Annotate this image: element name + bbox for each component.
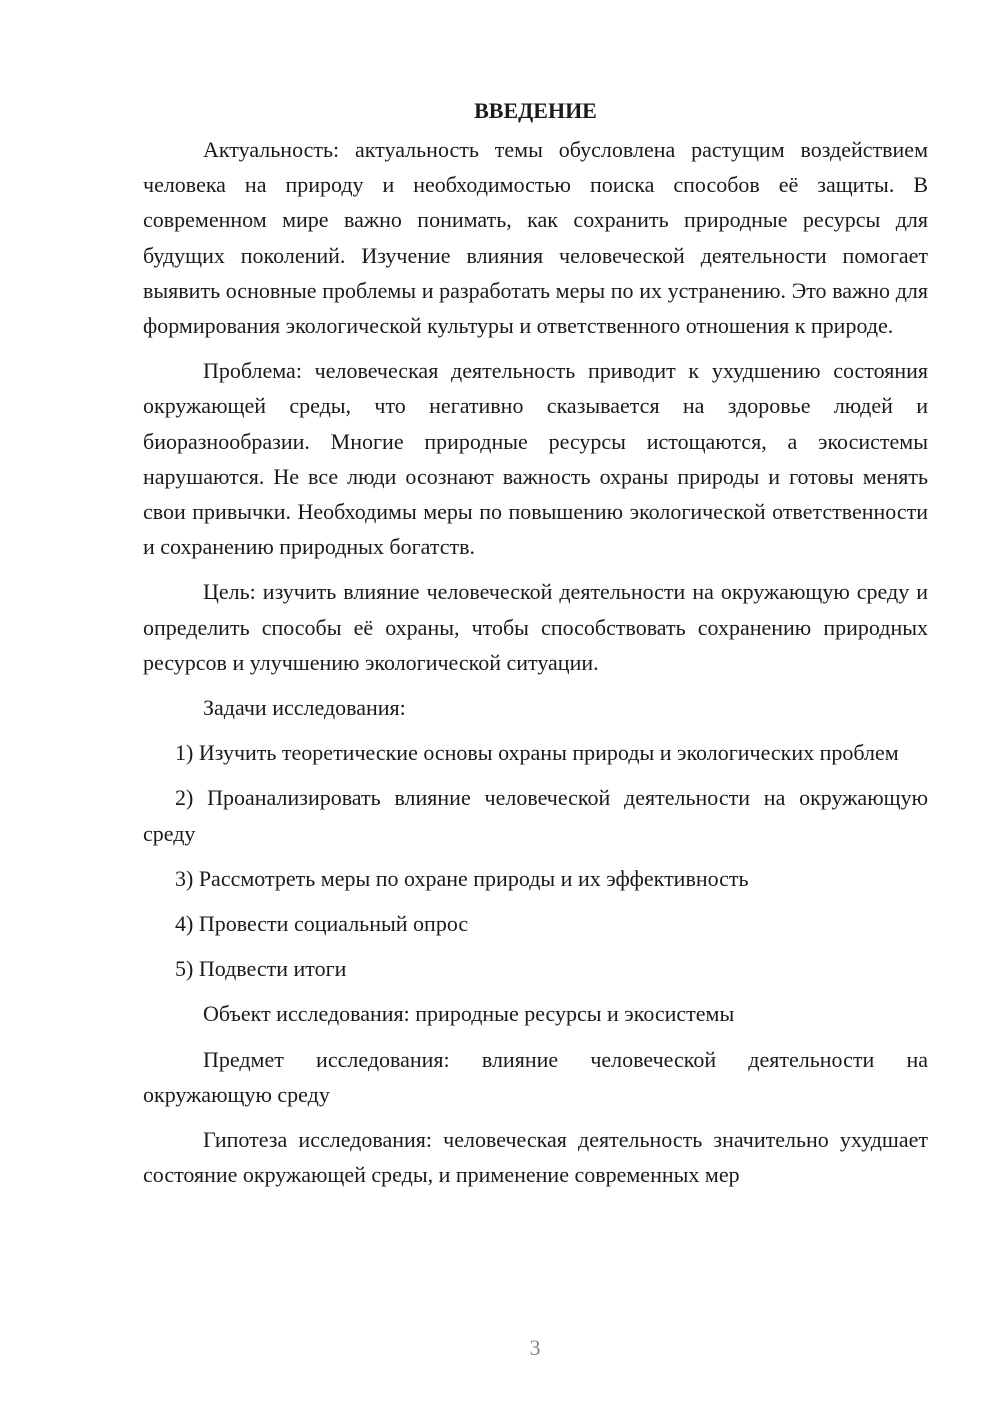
page-content xyxy=(143,93,928,1192)
problem-paragraph: Проблема: человеческая деятельность приводит к ухудшению состояния окружающей среды, что негативно сказывается на здоровье людей и биоразнообразии. Многие природные ресурсы истощаются, а экосистемы нарушаются. Не все люди осознают важность охраны природы и готовы менять свои привычки. Необходимы меры по повышению экологической ответственности и сохранению природных богатств. xyxy=(143,358,928,560)
task-item-1: 1) Изучить теоретические основы охраны природы и экологических проблем xyxy=(175,740,899,766)
page-number: 3 xyxy=(529,1335,541,1360)
hypothesis-paragraph: Гипотеза исследования: человеческая деятельность значительно ухудшает состояние окружающей среды, и применение современных мер xyxy=(143,1127,928,1188)
task-item-3: 3) Рассмотреть меры по охране природы и их эффективность xyxy=(175,865,749,891)
subject-paragraph: Предмет исследования: влияние человеческой деятельности на окружающую среду xyxy=(143,1046,928,1107)
goal-paragraph: Цель: изучить влияние человеческой деятельности на окружающую среду и определить способы её охраны, чтобы способствовать сохранению природных ресурсов и улучшению экологической ситуации. xyxy=(143,579,928,675)
tasks-heading: Задачи исследования: xyxy=(203,695,406,721)
page-title: ВВЕДЕНИЕ xyxy=(474,98,597,123)
task-item-4: 4) Провести социальный опрос xyxy=(175,911,469,937)
task-item-5: 5) Подвести итоги xyxy=(175,956,347,982)
object-paragraph: Объект исследования: природные ресурсы и экосистемы xyxy=(203,1001,735,1027)
relevance-paragraph: Актуальность: актуальность темы обусловлена растущим воздействием человека на природу и необходимостью поиска способов её защиты. В современном мире важно понимать, как сохранить природные ресурсы для будущих поколений. Изучение влияния человеческой деятельности помогает выявить основные проблемы и разработать меры по их устранению. Это важно для формирования экологической культуры и ответственного отношения к природе. xyxy=(143,137,928,339)
task-item-2: 2) Проанализировать влияние человеческой деятельности на окружающую среду xyxy=(143,785,928,846)
